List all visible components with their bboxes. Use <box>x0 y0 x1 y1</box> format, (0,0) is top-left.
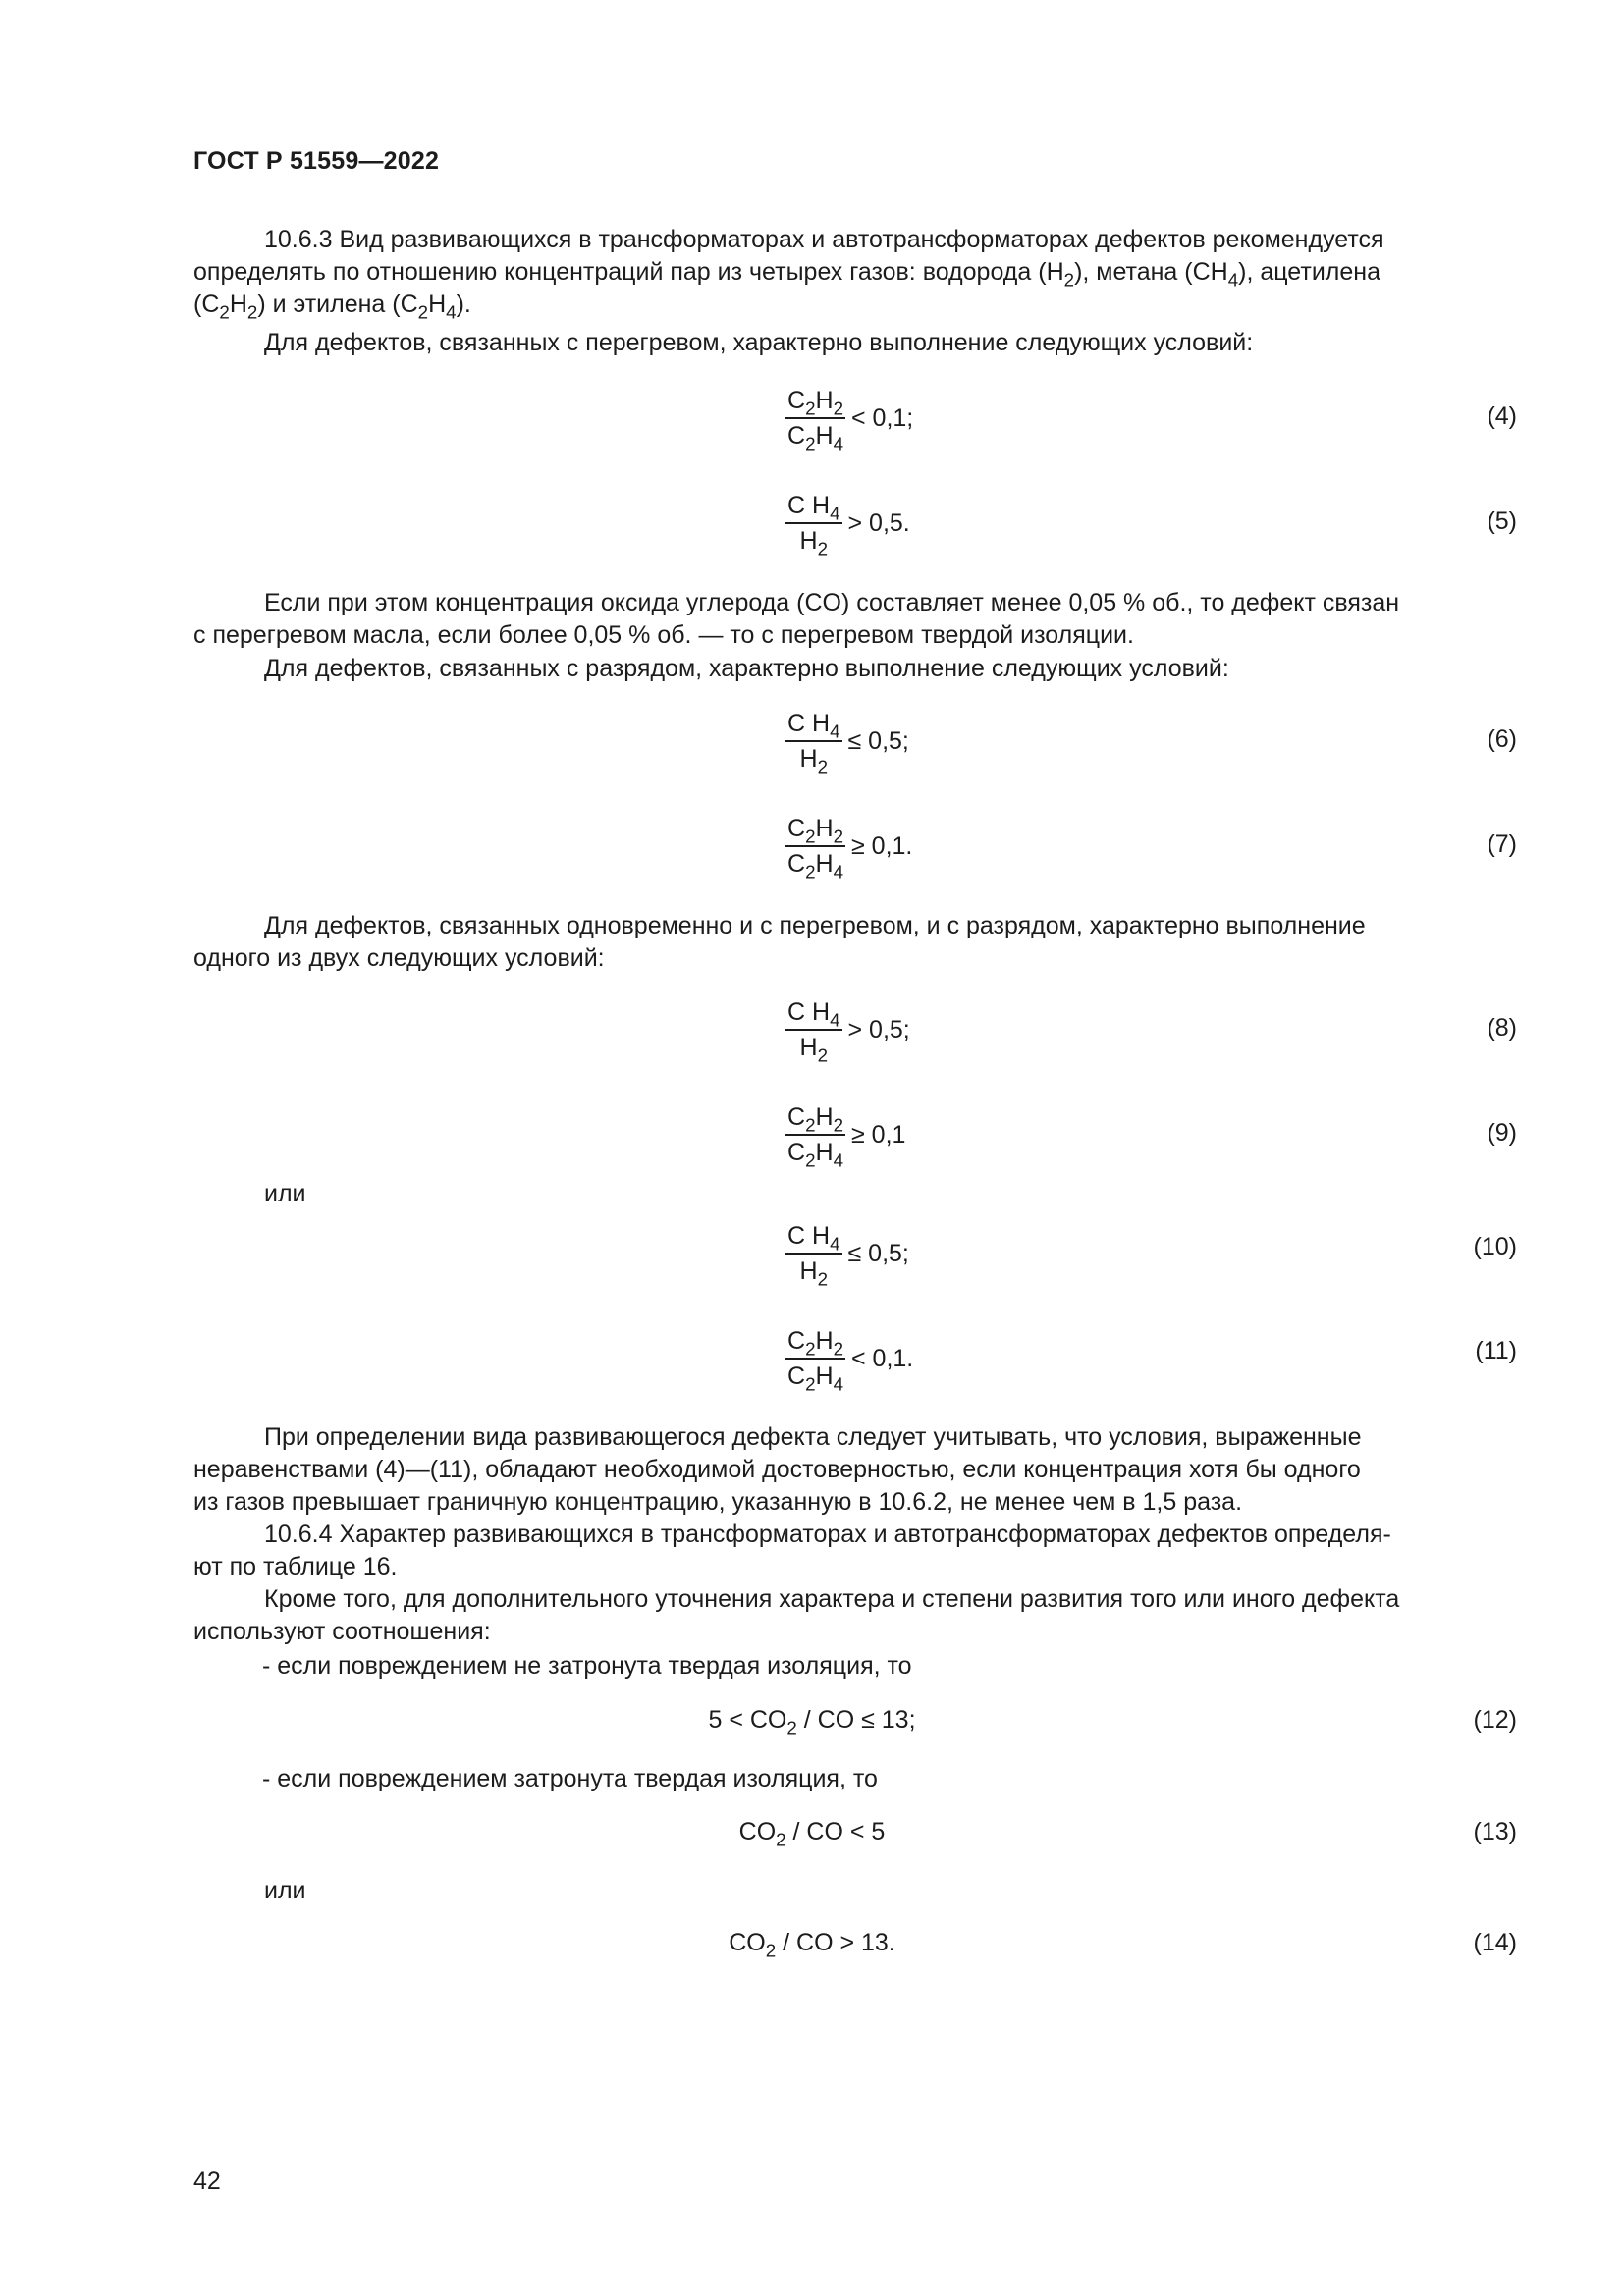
paragraph-additional-ratios: Кроме того, для дополнительного уточнения характера и степени развития того или иного дефекта используют соотношения: <box>193 1585 1400 1645</box>
paragraph-overheat-intro: Для дефектов, связанных с перегревом, характерно выполнение следующих условий: <box>264 329 1254 356</box>
formula-7: $\frac{C_2H_2}{C_2H_4}$ ≥ 0,1. <box>787 815 913 882</box>
paragraph-discharge-intro: Для дефектов, связанных с разрядом, характерно выполнение следующих условий: <box>264 655 1229 682</box>
equation-number-5: (5) <box>1487 507 1517 535</box>
formula-10: $\frac{C H_4}{H_2}$ ≤ 0,5; <box>787 1222 909 1290</box>
paragraph-reliability: При определении вида развивающегося дефекта следует учитывать, что условия, выраженные неравенствами (4)—(11), обладают необходимой достоверностью, если концентрация хотя бы одного из газов превышает граничную концентрацию, указанную в 10.6.2, не менее чем в 1,5 раза. <box>193 1423 1362 1516</box>
equation-number-13: (13) <box>1473 1818 1517 1845</box>
equation-number-4: (4) <box>1487 402 1517 430</box>
formula-14: $CO_2$ / CO > 13. <box>729 1929 895 1961</box>
equation-number-6: (6) <box>1487 725 1517 753</box>
formula-4: $\frac{C_2H_2}{C_2H_4}$ < 0,1; <box>787 387 914 454</box>
list-item-no-solid-insulation: - если повреждением не затронута твердая изоляция, то <box>262 1652 912 1680</box>
equation-number-10: (10) <box>1473 1233 1517 1260</box>
paragraph-combined-intro: Для дефектов, связанных одновременно и с перегревом, и с разрядом, характерно выполнение одного из двух следующих условий: <box>193 912 1366 972</box>
formula-11: $\frac{C_2H_2}{C_2H_4}$ < 0,1. <box>787 1327 914 1395</box>
equation-number-7: (7) <box>1487 830 1517 858</box>
fraction: $\frac{C_2H_2}{C_2H_4}$ <box>787 387 843 454</box>
page-number: 42 <box>193 2167 221 2195</box>
equation-number-9: (9) <box>1487 1119 1517 1147</box>
equation-number-11: (11) <box>1475 1337 1517 1364</box>
equation-number-8: (8) <box>1487 1014 1517 1041</box>
formula-8: $\frac{C H_4}{H_2}$ > 0,5; <box>787 998 910 1066</box>
document-code: ГОСТ Р 51559—2022 <box>193 147 440 175</box>
formula-6: $\frac{C H_4}{H_2}$ ≤ 0,5; <box>787 710 909 777</box>
list-item-solid-insulation: - если повреждением затронута твердая изоляция, то <box>262 1765 878 1792</box>
formula-9: $\frac{C_2H_2}{C_2H_4}$ ≥ 0,1 <box>787 1103 906 1171</box>
formula-12: $5 < CO_2$ / CO ≤ 13; <box>708 1706 916 1738</box>
or-word-2: или <box>264 1877 306 1904</box>
paragraph-co-concentration: Если при этом концентрация оксида углерода (CO) составляет менее 0,05 % об., то дефект связан с перегревом масла, если более 0,05 % об. — то с перегревом твердой изоляции. <box>193 589 1400 649</box>
equation-number-12: (12) <box>1473 1706 1517 1734</box>
formula-5: $\frac{C H_4}{H_2}$ > 0,5. <box>787 492 910 560</box>
paragraph-10-6-3: 10.6.3 Вид развивающихся в трансформаторах и автотрансформаторах дефектов рекомендуется определять по отношению концентраций пар из четырех газов: водорода $(H_2)$, метана $(CH_4)$, ацетилена $(C_2H_2)$ и этилена $(C_2H_4)$. <box>193 226 1384 323</box>
or-word-1: или <box>264 1180 306 1207</box>
paragraph-10-6-4: 10.6.4 Характер развивающихся в трансформаторах и автотрансформаторах дефектов определя- ют по таблице 16. <box>193 1521 1391 1580</box>
formula-13: $CO_2$ / CO < 5 <box>738 1818 886 1850</box>
equation-number-14: (14) <box>1473 1929 1517 1956</box>
